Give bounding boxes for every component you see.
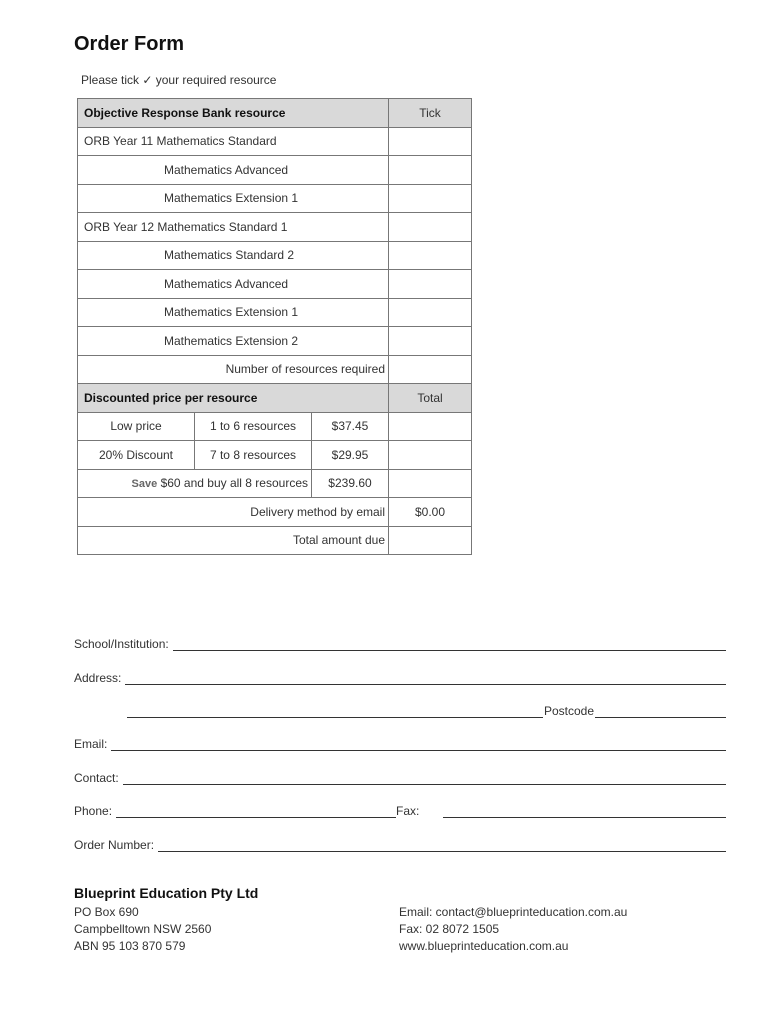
email-field [74, 733, 726, 751]
company-email: Email: contact@blueprinteducation.com.au [399, 905, 628, 919]
price-header: Discounted price per resource [78, 384, 389, 413]
tick-cell[interactable] [389, 127, 472, 156]
resource-label: Mathematics Advanced [78, 156, 389, 185]
school-label: School/Institution: [74, 637, 169, 651]
save-offer-price: $239.60 [312, 469, 389, 498]
order-number-field [74, 834, 726, 852]
table-row [78, 298, 472, 327]
fax-label: Fax: [396, 804, 420, 818]
resource-header: Objective Response Bank resource [78, 99, 389, 128]
price-tier-range: 7 to 8 resources [195, 441, 312, 470]
tick-cell[interactable] [389, 327, 472, 356]
abn: ABN 95 103 870 579 [74, 939, 186, 953]
email-input-line[interactable] [111, 736, 726, 751]
price-tier-label: 20% Discount [78, 441, 195, 470]
price-header-row [78, 384, 472, 413]
company-website: www.blueprinteducation.com.au [399, 939, 569, 953]
instruction-text: Please tick ✓ your required resource [81, 73, 277, 87]
address-input-line-2[interactable] [127, 703, 543, 718]
tick-cell[interactable] [389, 241, 472, 270]
tick-header: Tick [389, 99, 472, 128]
phone-label: Phone: [74, 804, 113, 818]
price-tier-price: $29.95 [312, 441, 389, 470]
school-field [74, 633, 726, 651]
price-tier-label: Low price [78, 412, 195, 441]
po-box: PO Box 690 [74, 905, 139, 919]
total-due-cell[interactable] [389, 526, 472, 555]
tick-cell[interactable] [389, 270, 472, 299]
table-row [78, 355, 472, 384]
resource-label: Mathematics Extension 2 [78, 327, 389, 356]
tick-cell[interactable] [389, 213, 472, 242]
fax-input-line[interactable] [443, 803, 726, 818]
total-cell[interactable] [389, 412, 472, 441]
postcode-input-line[interactable] [595, 703, 726, 718]
tick-cell[interactable] [389, 156, 472, 185]
table-row [78, 469, 472, 498]
table-row [78, 498, 472, 527]
table-row [78, 213, 472, 242]
table-row [78, 412, 472, 441]
resource-label: ORB Year 12 Mathematics Standard 1 [78, 213, 389, 242]
table-row [78, 156, 472, 185]
contact-field [74, 767, 726, 785]
contact-label: Contact: [74, 771, 119, 785]
resource-label: Mathematics Standard 2 [78, 241, 389, 270]
tick-cell[interactable] [389, 184, 472, 213]
table-row [78, 526, 472, 555]
price-tier-price: $37.45 [312, 412, 389, 441]
resource-label: ORB Year 11 Mathematics Standard [78, 127, 389, 156]
address-input-line[interactable] [125, 670, 726, 685]
order-table [77, 98, 472, 555]
number-required-cell[interactable] [389, 355, 472, 384]
page-title: Order Form [74, 33, 185, 55]
table-header-row [78, 99, 472, 128]
table-row [78, 127, 472, 156]
contact-input-line[interactable] [123, 770, 726, 785]
total-due-label: Total amount due [78, 526, 389, 555]
table-row [78, 270, 472, 299]
save-offer-label [78, 469, 312, 498]
phone-fax-field [74, 800, 726, 818]
table-row [78, 241, 472, 270]
save-word: Save [131, 478, 158, 491]
resource-label: Mathematics Extension 1 [78, 298, 389, 327]
email-label: Email: [74, 737, 108, 751]
resource-label: Mathematics Advanced [78, 270, 389, 299]
price-tier-range: 1 to 6 resources [195, 412, 312, 441]
table-row [78, 184, 472, 213]
city: Campbelltown NSW 2560 [74, 922, 212, 936]
total-cell[interactable] [389, 469, 472, 498]
tick-cell[interactable] [389, 298, 472, 327]
order-number-input-line[interactable] [158, 837, 726, 852]
table-row [78, 327, 472, 356]
phone-input-line[interactable] [116, 803, 396, 818]
company-fax: Fax: 02 8072 1505 [399, 922, 500, 936]
postcode-label: Postcode [543, 704, 594, 718]
number-required-label: Number of resources required [78, 355, 389, 384]
delivery-value: $0.00 [389, 498, 472, 527]
resource-label: Mathematics Extension 1 [78, 184, 389, 213]
total-cell[interactable] [389, 441, 472, 470]
company-address [74, 904, 211, 955]
table-row [78, 441, 472, 470]
delivery-label: Delivery method by email [78, 498, 389, 527]
address-line-2 [127, 700, 726, 718]
company-contact [399, 904, 627, 955]
school-input-line[interactable] [173, 636, 726, 651]
address-label: Address: [74, 671, 122, 685]
address-field [74, 667, 726, 685]
order-number-label: Order Number: [74, 838, 155, 852]
company-name: Blueprint Education Pty Ltd [74, 885, 259, 901]
total-header: Total [389, 384, 472, 413]
save-offer-text: $60 and buy all 8 resources [157, 476, 308, 491]
